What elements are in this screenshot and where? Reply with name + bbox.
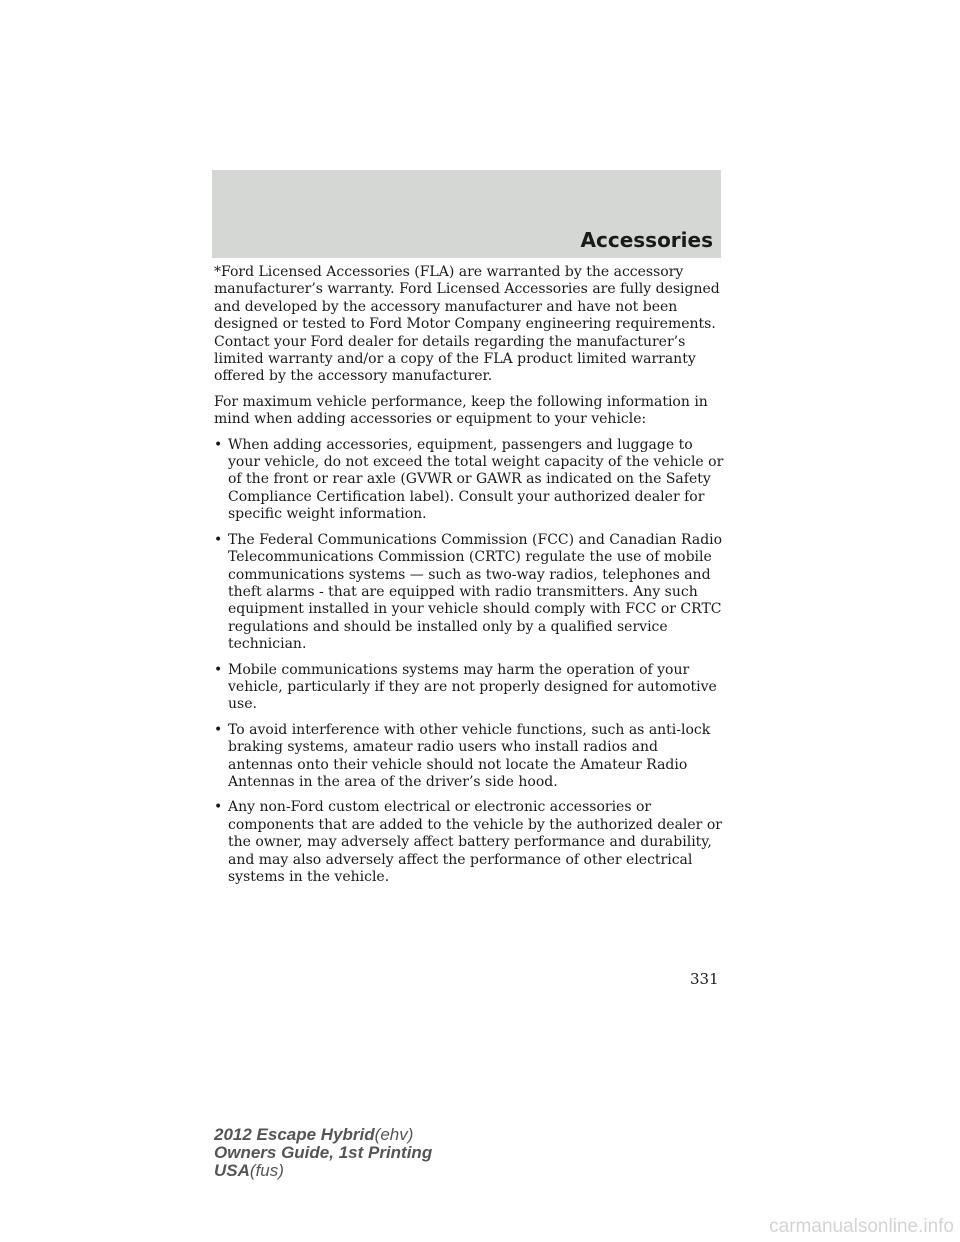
bullet-icon: • bbox=[214, 661, 223, 678]
bullet-text: The Federal Communications Commission (FCC) and Canadian Radio Telecommunications Commission (CRTC) regulate the use of mobile communications systems — such as two-way radios, telephones and theft alarms - that are equipped with radio transmitters. Any such equipment installed in your vehicle should comply with FCC or CRTC regulations and should be installed only by a qualified service technician. bbox=[228, 531, 723, 653]
footer-line-region bbox=[214, 1162, 432, 1180]
bullet-text: To avoid interference with other vehicle functions, such as anti-lock braking systems, amateur radio users who install radios and antennas onto their vehicle should not locate the Amateur Radio Antennas in the area of the driver’s side hood. bbox=[228, 721, 711, 790]
bullet-text: Mobile communications systems may harm the operation of your vehicle, particularly if they are not properly designed for automotive use. bbox=[228, 661, 717, 713]
footer-region-code: (fus) bbox=[249, 1161, 284, 1180]
footer-line-guide bbox=[214, 1144, 432, 1162]
bullet-icon: • bbox=[214, 721, 223, 738]
bullet-icon: • bbox=[214, 436, 223, 453]
page-number: 331 bbox=[690, 970, 719, 988]
section-title: Accessories bbox=[580, 228, 713, 252]
footer-guide-edition: Owners Guide, 1st Printing bbox=[214, 1143, 433, 1162]
bullet-icon: • bbox=[214, 799, 223, 816]
bullet-text: When adding accessories, equipment, passengers and luggage to your vehicle, do not exceed the total weight capacity of the vehicle or of the front or rear axle (GVWR or GAWR as indicated on the Safety Compliance Certification label). Consult your authorized dealer for specific weight information. bbox=[228, 436, 724, 523]
paragraph-fla-warranty: *Ford Licensed Accessories (FLA) are warranted by the accessory manufacturer’s warranty. Ford Licensed Accessories are fully designed and developed by the accessory manufacturer and have not been designed or tested to Ford Motor Company engineering requirements. Contact your Ford dealer for details regarding the manufacturer’s limited warranty and/or a copy of the FLA product limited warranty offered by the accessory manufacturer. bbox=[214, 264, 720, 385]
bullet-item bbox=[214, 799, 726, 886]
watermark: carmanualsonline.info bbox=[769, 1216, 954, 1237]
paragraph-performance-intro: For maximum vehicle performance, keep the following information in mind when adding accessories or equipment to your vehicle: bbox=[214, 393, 708, 428]
page-content bbox=[214, 264, 726, 894]
bullet-text: Any non-Ford custom electrical or electronic accessories or components that are added to the vehicle by the authorized dealer or the owner, may adversely affect battery performance and durability, and may also adversely affect the performance of other electrical systems in the vehicle. bbox=[228, 799, 722, 885]
footer-line-model bbox=[214, 1126, 432, 1144]
bullet-icon: • bbox=[214, 531, 223, 548]
bullet-list bbox=[214, 437, 726, 887]
footer-model-code: (ehv) bbox=[374, 1125, 414, 1144]
bullet-item bbox=[214, 662, 726, 714]
footer-region: USA bbox=[214, 1161, 250, 1180]
bullet-item bbox=[214, 722, 726, 792]
document-footer bbox=[214, 1126, 432, 1180]
bullet-item bbox=[214, 437, 726, 524]
bullet-item bbox=[214, 532, 726, 654]
footer-model-name: 2012 Escape Hybrid bbox=[214, 1125, 375, 1144]
section-header-band bbox=[212, 170, 721, 258]
